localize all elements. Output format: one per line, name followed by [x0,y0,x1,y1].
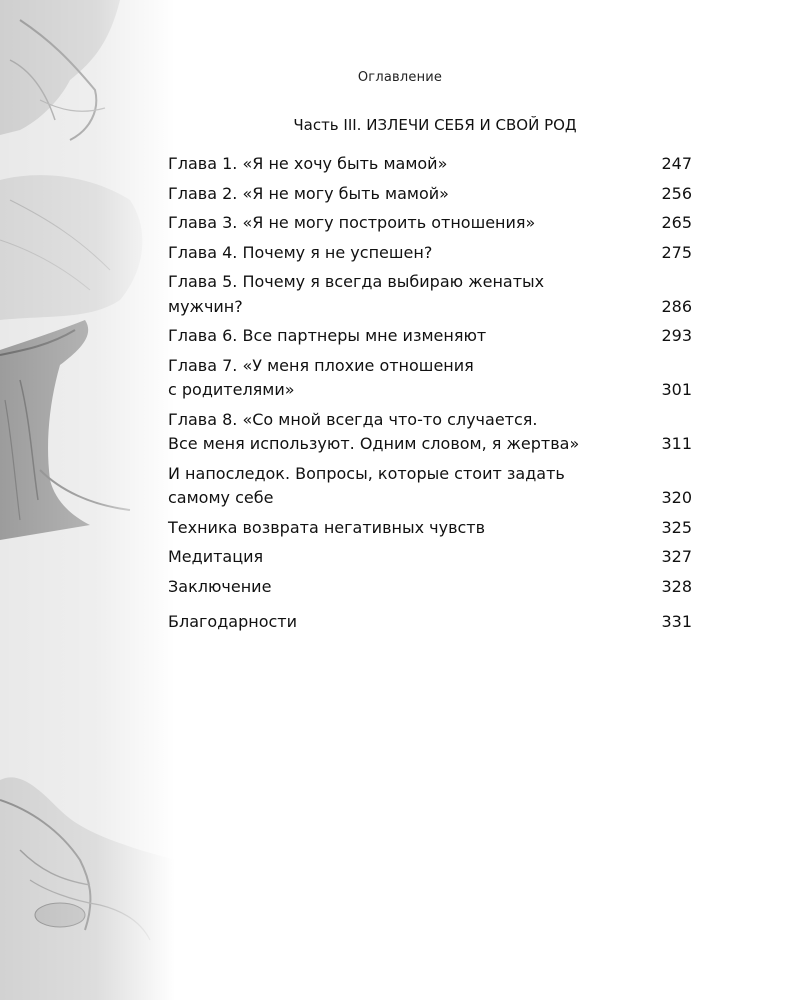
toc-entry-title: Техника возврата негативных чувств [168,517,486,537]
part-title: Часть III. ИЗЛЕЧИ СЕБЯ И СВОЙ РОД [293,116,577,134]
toc-entry-page: 327 [661,547,692,566]
toc-entry-title: Глава 5. Почему я всегда выбираю женатых мужчин? [168,272,545,316]
toc-entry [168,324,692,349]
toc-entry [168,575,692,600]
toc-entry [168,211,692,236]
toc-entry [168,152,692,177]
toc-entry-page: 256 [661,183,692,203]
toc-entry-page: 286 [661,296,692,316]
toc-entry-title: Благодарности [168,612,297,631]
toc-entry [168,408,692,457]
toc-entry-title: Глава 7. «У меня плохие отношения с родителями» [168,355,474,399]
toc-entry-page: 325 [661,517,692,537]
toc-entry-page: 247 [661,154,692,173]
toc-entry-page: 301 [661,380,692,399]
toc-entry-title: Заключение [168,576,272,596]
toc-entry [168,516,692,541]
toc-entry [168,354,692,403]
toc-entry-page: 320 [661,488,692,507]
toc-entry [168,545,692,570]
toc-entry-page: 265 [661,213,692,232]
toc-entry-title: Глава 1. «Я не хочу быть мамой» [168,154,448,173]
toc-entry-page: 331 [661,612,692,631]
toc-entry-title: И напоследок. Вопросы, которые стоит задать самому себе [168,463,565,507]
toc-entry [168,182,692,207]
toc-entry-title: Медитация [168,547,264,566]
toc-entry-page: 293 [661,326,692,345]
toc-entry [168,270,692,319]
toc-entry-title: Глава 8. «Со мной всегда что-то случается. Все меня используют. Одним словом, я жертва» [168,409,580,453]
toc-entry [168,462,692,511]
toc-entry-title: Глава 2. «Я не могу быть мамой» [168,183,449,203]
toc-entry [168,241,692,266]
toc-entry-page: 311 [661,434,692,453]
toc-entry-title: Глава 3. «Я не могу построить отношения» [168,213,536,232]
toc-entry-page: 275 [661,242,692,262]
toc-entry-page: 328 [661,576,692,596]
toc-entry-title: Глава 4. Почему я не успешен? [168,242,433,262]
table-of-contents [168,152,692,640]
toc-entry [168,610,692,635]
toc-entry-title: Глава 6. Все партнеры мне изменяют [168,326,487,345]
running-head: Оглавление [357,70,443,85]
